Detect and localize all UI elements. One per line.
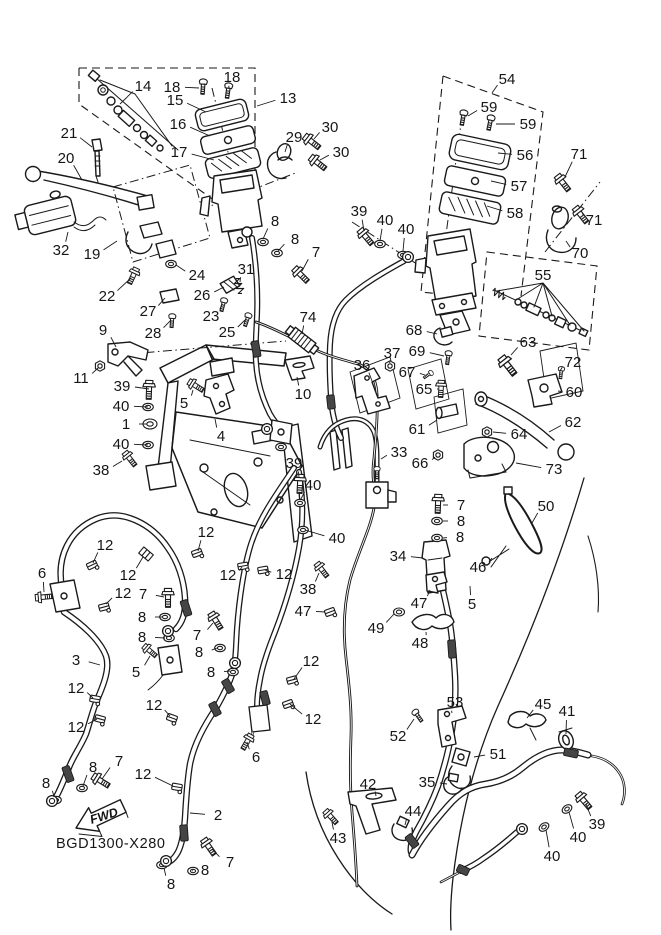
part-callout-55-21: 55 (534, 267, 552, 285)
cable-tie-50 (504, 487, 542, 554)
junction-block-left (50, 580, 80, 612)
sleeve-part (251, 340, 261, 357)
part-callout-61-55: 61 (408, 421, 426, 439)
part-callout-30-11: 30 (332, 144, 350, 162)
part-callout-8-83: 8 (137, 609, 147, 627)
part-callout-8-91: 8 (206, 664, 216, 682)
washer-part (432, 517, 443, 524)
part-callout-37-50: 37 (383, 345, 401, 363)
part-callout-12-88: 12 (67, 719, 85, 737)
part-callout-7-82: 7 (138, 586, 148, 604)
part-callout-40-66: 40 (328, 530, 346, 548)
part-callout-7-67: 7 (456, 497, 466, 515)
part-callout-39-38: 39 (350, 203, 368, 221)
part-callout-33-57: 33 (390, 444, 408, 462)
clip-part (165, 713, 178, 725)
part-callout-3-85: 3 (71, 652, 81, 670)
part-callout-28-26: 28 (144, 325, 162, 343)
bolt-part (198, 836, 219, 859)
part-callout-8-84: 8 (137, 629, 147, 647)
washer-part (295, 499, 306, 506)
part-callout-10-48: 10 (294, 386, 312, 404)
brake-hoses (56, 238, 624, 886)
part-callout-27-25: 27 (139, 303, 157, 321)
part-callout-12-98: 12 (134, 766, 152, 784)
lever-bracket-19 (126, 222, 176, 258)
part-callout-14-0: 14 (134, 78, 152, 96)
clip-part (282, 699, 295, 711)
part-callout-12-78: 12 (96, 537, 114, 555)
washer-part (258, 238, 269, 245)
part-callout-12-79: 12 (197, 524, 215, 542)
part-callout-12-81: 12 (114, 585, 132, 603)
clip-part (171, 783, 183, 794)
eye-part (163, 626, 174, 637)
washer-part (298, 526, 309, 533)
bolt-part (162, 588, 174, 607)
part-callout-70-20: 70 (571, 245, 589, 263)
pivot-61 (436, 404, 458, 419)
bracket-10 (285, 356, 314, 380)
part-callout-30-10: 30 (321, 119, 339, 137)
clip-part (258, 566, 270, 577)
part-callout-40-42: 40 (112, 398, 130, 416)
part-callout-16-5: 16 (169, 116, 187, 134)
eye-part (262, 424, 273, 435)
frame (128, 341, 352, 542)
bolt-part (307, 152, 330, 173)
nut-part (433, 450, 442, 460)
part-callout-34-71: 34 (389, 548, 407, 566)
bolt-part (206, 610, 227, 633)
part-callout-39-117: 39 (588, 816, 606, 834)
clip-part (324, 607, 337, 619)
part-callout-49-75: 49 (367, 620, 385, 638)
diagram-code: BGD1300-X280 (56, 836, 166, 852)
part-callout-73-63: 73 (545, 461, 563, 479)
part-callout-51-112: 51 (489, 746, 507, 764)
part-callout-22-24: 22 (98, 288, 116, 306)
pipe-joint-33 (366, 482, 396, 508)
grommet-part (394, 608, 405, 616)
part-callout-26-28: 26 (193, 287, 211, 305)
screw-part (444, 350, 453, 365)
screw-part (458, 109, 469, 125)
part-callout-7-89: 7 (192, 627, 202, 645)
part-callout-72-59: 72 (564, 354, 582, 372)
part-callout-42-114: 42 (359, 776, 377, 794)
sleeve-part (448, 640, 457, 658)
bolt-part (573, 790, 595, 812)
part-callout-36-49: 36 (353, 357, 371, 375)
part-callout-12-96: 12 (219, 567, 237, 585)
screw-part (168, 313, 176, 327)
part-callout-7-106: 7 (114, 753, 124, 771)
part-callout-8-69: 8 (455, 529, 465, 547)
bolt-part (496, 353, 521, 379)
mc-right-body (426, 229, 476, 303)
part-callout-24-27: 24 (188, 267, 206, 285)
screw-part (199, 79, 208, 95)
part-callout-8-32: 8 (270, 213, 280, 231)
part-callout-59-14: 59 (519, 116, 537, 134)
bolt-part (186, 377, 206, 395)
bolt-part (35, 591, 53, 604)
fwd-arrow (76, 800, 128, 837)
bolt-part (124, 266, 141, 286)
part-callout-5-86: 5 (131, 664, 141, 682)
part-callout-74-35: 74 (299, 309, 317, 327)
part-callout-8-104: 8 (166, 876, 176, 894)
part-callout-32-22: 32 (52, 242, 70, 260)
bracket-42 (348, 788, 396, 834)
part-callout-59-13: 59 (480, 99, 498, 117)
part-callout-68-51: 68 (405, 322, 423, 340)
clip-part (191, 548, 204, 560)
part-callout-39-41: 39 (113, 378, 131, 396)
part-callout-40-40: 40 (397, 221, 415, 239)
part-callout-7-102: 7 (225, 854, 235, 872)
master-cylinder-right (352, 116, 600, 478)
part-callout-18-1: 18 (163, 79, 181, 97)
part-callout-12-95: 12 (275, 566, 293, 584)
washer-part (276, 443, 287, 450)
screw-part (218, 297, 228, 312)
clip-part (286, 676, 298, 688)
washer-part (166, 260, 177, 267)
part-callout-64-62: 64 (510, 426, 528, 444)
part-callout-8-103: 8 (200, 862, 210, 880)
clip-part (86, 560, 99, 573)
bolt-part (435, 380, 447, 398)
part-callout-6-77: 6 (37, 565, 47, 583)
part-callout-44-116: 44 (404, 803, 422, 821)
bleed-screw-21 (92, 139, 102, 182)
bolt-part (301, 131, 324, 152)
clip-part (98, 603, 110, 615)
part-callout-29-9: 29 (285, 129, 303, 147)
eye-part (47, 796, 58, 807)
washer-part (538, 821, 551, 833)
part-callout-12-80: 12 (119, 567, 137, 585)
junction-block-center (270, 420, 292, 444)
part-callout-39-64: 39 (285, 455, 303, 473)
part-callout-9-36: 9 (98, 322, 108, 340)
screw-part (242, 312, 253, 327)
part-callout-40-118: 40 (569, 829, 587, 847)
part-callout-12-93: 12 (304, 711, 322, 729)
part-callout-18-2: 18 (223, 69, 241, 87)
handle-switch-left (12, 188, 77, 238)
part-callout-8-107: 8 (41, 775, 51, 793)
part-callout-15-4: 15 (166, 92, 184, 110)
nut-part (482, 427, 491, 437)
part-callout-4-47: 4 (216, 428, 226, 446)
washer-part (432, 534, 443, 541)
coil-74 (284, 324, 320, 356)
part-callout-25-30: 25 (218, 324, 236, 342)
clamp-68 (434, 327, 453, 345)
clamp-29 (267, 142, 293, 179)
part-callout-5-74: 5 (467, 596, 477, 614)
part-callout-38-99: 38 (299, 581, 317, 599)
part-callout-40-119: 40 (543, 848, 561, 866)
eye-part (230, 658, 241, 669)
part-callout-38-45: 38 (92, 462, 110, 480)
part-callout-19-23: 19 (83, 246, 101, 264)
part-callout-7-34: 7 (311, 244, 321, 262)
part-callout-12-97: 12 (145, 697, 163, 715)
part-callout-6-94: 6 (251, 749, 261, 767)
part-callout-58-17: 58 (506, 205, 524, 223)
fwd-label: FWD (88, 805, 120, 827)
part-callout-52-111: 52 (389, 728, 407, 746)
part-callout-43-115: 43 (329, 830, 347, 848)
bolt-part (355, 226, 377, 248)
bolt-part (312, 560, 331, 580)
pedal-bracket-9 (108, 342, 148, 376)
eye-part (161, 856, 172, 867)
bolt-part (321, 807, 341, 827)
part-callout-1-43: 1 (121, 416, 131, 434)
part-callout-57-16: 57 (510, 178, 528, 196)
band-48 (412, 615, 454, 630)
washer-part (561, 803, 574, 815)
part-callout-71-19: 71 (585, 212, 603, 230)
part-callout-47-73: 47 (410, 595, 428, 613)
part-callout-23-29: 23 (202, 308, 220, 326)
clip-part (94, 715, 106, 727)
part-callout-8-105: 8 (88, 759, 98, 777)
mc-left-body (212, 170, 262, 232)
bracket-45 (508, 712, 546, 741)
reservoir-cap-left (194, 98, 262, 179)
part-callout-66-56: 66 (411, 455, 429, 473)
washer-part (77, 784, 88, 791)
piston-kit-55 (494, 283, 588, 336)
part-callout-8-90: 8 (194, 644, 204, 662)
brake-switch-73 (464, 437, 514, 478)
bracket-36 (354, 368, 390, 414)
part-callout-2-101: 2 (213, 807, 223, 825)
part-callout-50-70: 50 (537, 498, 555, 516)
part-callout-12-92: 12 (302, 653, 320, 671)
part-callout-41-110: 41 (558, 703, 576, 721)
bolt-part (552, 172, 573, 195)
part-callout-56-15: 56 (516, 147, 534, 165)
part-callout-11-37: 11 (73, 370, 89, 388)
part-callout-8-68: 8 (456, 513, 466, 531)
part-callout-12-87: 12 (67, 680, 85, 698)
part-callout-65-54: 65 (415, 381, 433, 399)
reservoir-cap-right (438, 133, 512, 225)
damper-51 (449, 748, 471, 788)
washer-part (228, 668, 239, 675)
bolt-part (142, 380, 155, 399)
plate-4 (204, 374, 234, 414)
hexfit-part (139, 547, 154, 561)
bolt-part (290, 264, 312, 286)
part-callout-5-46: 5 (179, 395, 189, 413)
part-callout-53-108: 53 (446, 694, 464, 712)
lever-holder-60 (528, 374, 562, 407)
part-callout-69-52: 69 (408, 343, 426, 361)
part-callout-47-100: 47 (294, 603, 312, 621)
part-callout-67-53: 67 (398, 364, 416, 382)
part-callout-62-61: 62 (564, 414, 582, 432)
sleeve-part (326, 395, 335, 410)
screw-part (485, 114, 496, 131)
sleeve-part (260, 690, 271, 705)
part-callout-45-109: 45 (534, 696, 552, 714)
part-callout-40-39: 40 (376, 212, 394, 230)
part-callout-40-65: 40 (304, 477, 322, 495)
part-callout-40-44: 40 (112, 436, 130, 454)
part-callout-35-113: 35 (418, 774, 436, 792)
part-callout-31-31: 31 (237, 261, 255, 279)
part-callout-63-58: 63 (519, 334, 537, 352)
washer-part (375, 240, 386, 247)
part-callout-17-6: 17 (170, 144, 188, 162)
part-callout-60-60: 60 (565, 384, 583, 402)
part-callout-46-72: 46 (469, 559, 487, 577)
sleeve-part (180, 825, 189, 841)
part-callout-21-7: 21 (60, 125, 78, 143)
washer-part (272, 249, 283, 256)
part-callout-48-76: 48 (411, 635, 429, 653)
bolt-part (431, 494, 444, 513)
part-callout-13-3: 13 (279, 90, 297, 108)
part-callout-20-8: 20 (57, 150, 75, 168)
part-callout-71-18: 71 (570, 146, 588, 164)
eye-part (403, 252, 414, 263)
part-callout-54-12: 54 (498, 71, 516, 89)
part-callout-8-33: 8 (290, 231, 300, 249)
eye-part (517, 824, 528, 835)
